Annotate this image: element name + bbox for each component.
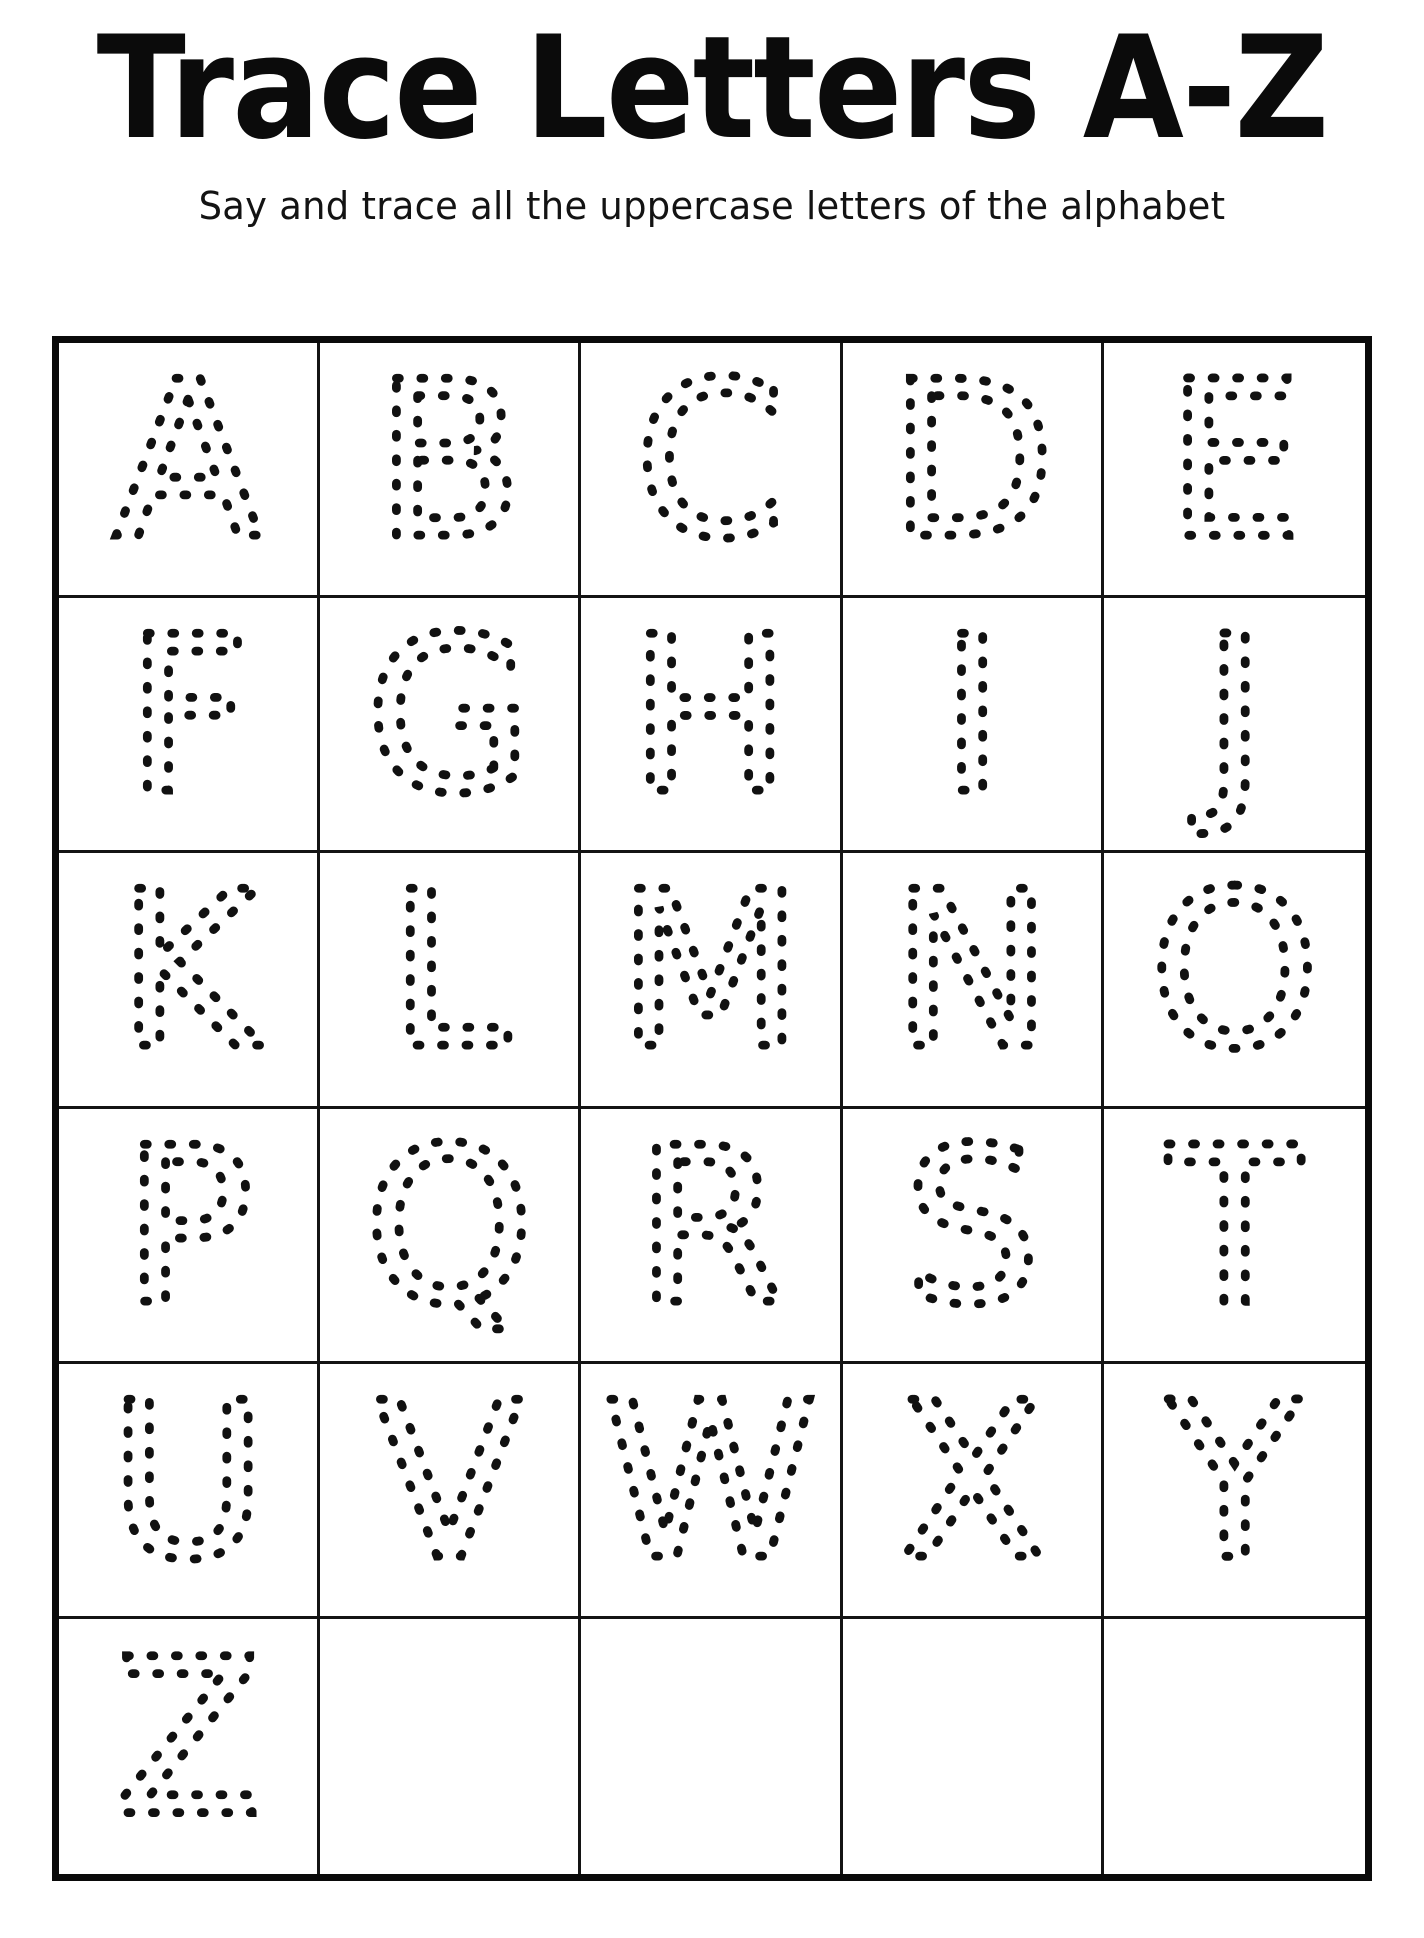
letter-glyph: C — [635, 343, 786, 587]
letter-glyph: O — [1149, 853, 1320, 1097]
letter-cell-k[interactable] — [59, 853, 320, 1108]
letter-glyph: L — [389, 853, 510, 1097]
traced-letter-g — [320, 598, 578, 850]
letter-glyph: M — [617, 853, 804, 1097]
traced-letter-r — [581, 1109, 839, 1361]
traced-letter-h — [581, 598, 839, 850]
letter-glyph: T — [1168, 1108, 1301, 1352]
traced-letter-l — [320, 853, 578, 1105]
traced-letter-f — [59, 598, 317, 850]
traced-letter-z — [59, 1619, 317, 1874]
letter-glyph: W — [604, 1363, 817, 1607]
letter-glyph: F — [126, 598, 250, 842]
traced-letter-d — [843, 343, 1101, 595]
letter-glyph: V — [375, 1363, 523, 1607]
traced-letter-n — [843, 853, 1101, 1105]
letter-glyph: X — [897, 1363, 1046, 1607]
letter-cell-d[interactable] — [843, 343, 1104, 598]
traced-letter-s — [843, 1109, 1101, 1361]
letter-cell-r[interactable] — [581, 1109, 842, 1364]
letter-cell-j[interactable] — [1104, 598, 1365, 853]
traced-letter-y — [1104, 1364, 1365, 1616]
letter-grid-border — [52, 336, 1372, 1881]
traced-letter-o — [1104, 853, 1365, 1105]
page-subtitle: Say and trace all the uppercase letters of the alphabet — [198, 184, 1226, 228]
letter-cell-u[interactable] — [59, 1364, 320, 1619]
letter-glyph: S — [903, 1108, 1040, 1352]
traced-letter-i — [843, 598, 1101, 850]
letter-glyph: P — [123, 1108, 253, 1352]
letter-cell-blank-4[interactable] — [1104, 1619, 1365, 1874]
letter-glyph: R — [635, 1108, 786, 1352]
letter-glyph: Y — [1168, 1363, 1301, 1607]
letter-cell-a[interactable] — [59, 343, 320, 598]
letter-glyph: A — [114, 343, 262, 587]
letter-cell-w[interactable] — [581, 1364, 842, 1619]
letter-glyph: B — [375, 343, 524, 587]
letter-glyph: G — [365, 598, 533, 842]
letter-grid — [59, 343, 1365, 1874]
letter-glyph: J — [1202, 598, 1267, 842]
letter-cell-blank-2[interactable] — [581, 1619, 842, 1874]
letter-cell-blank-3[interactable] — [843, 1619, 1104, 1874]
traced-letter-t — [1104, 1109, 1365, 1361]
letter-cell-t[interactable] — [1104, 1109, 1365, 1364]
letter-cell-n[interactable] — [843, 853, 1104, 1108]
letter-glyph: D — [888, 343, 1055, 587]
letter-cell-e[interactable] — [1104, 343, 1365, 598]
letter-cell-o[interactable] — [1104, 853, 1365, 1108]
traced-letter-j — [1104, 598, 1365, 850]
letter-glyph: H — [629, 598, 792, 842]
letter-cell-i[interactable] — [843, 598, 1104, 853]
traced-letter-w — [581, 1364, 839, 1616]
traced-letter-c — [581, 343, 839, 595]
letter-cell-f[interactable] — [59, 598, 320, 853]
letter-cell-p[interactable] — [59, 1109, 320, 1364]
letter-glyph: U — [109, 1363, 267, 1607]
letter-cell-c[interactable] — [581, 343, 842, 598]
letter-cell-x[interactable] — [843, 1364, 1104, 1619]
letter-cell-l[interactable] — [320, 853, 581, 1108]
page-footer-space — [0, 1898, 1424, 1938]
letter-cell-m[interactable] — [581, 853, 842, 1108]
traced-letter-q — [320, 1109, 578, 1361]
traced-letter-k — [59, 853, 317, 1105]
letter-cell-s[interactable] — [843, 1109, 1104, 1364]
traced-letter-v — [320, 1364, 578, 1616]
letter-cell-q[interactable] — [320, 1109, 581, 1364]
letter-glyph: K — [117, 853, 259, 1097]
page-title: Trace Letters A-Z — [96, 6, 1328, 171]
letter-cell-b[interactable] — [320, 343, 581, 598]
traced-letter-b — [320, 343, 578, 595]
letter-cell-y[interactable] — [1104, 1364, 1365, 1619]
letter-cell-z[interactable] — [59, 1619, 320, 1874]
letter-glyph: I — [939, 598, 1004, 842]
worksheet-page — [0, 6, 1424, 1938]
letter-glyph: Q — [364, 1108, 534, 1352]
traced-letter-x — [843, 1364, 1101, 1616]
letter-glyph: Z — [114, 1618, 262, 1864]
traced-letter-p — [59, 1109, 317, 1361]
letter-glyph: E — [1166, 343, 1303, 587]
letter-cell-blank-1[interactable] — [320, 1619, 581, 1874]
traced-letter-m — [581, 853, 839, 1105]
letter-cell-v[interactable] — [320, 1364, 581, 1619]
letter-glyph: N — [891, 853, 1053, 1097]
letter-cell-h[interactable] — [581, 598, 842, 853]
traced-letter-e — [1104, 343, 1365, 595]
traced-letter-u — [59, 1364, 317, 1616]
traced-letter-a — [59, 343, 317, 595]
letter-cell-g[interactable] — [320, 598, 581, 853]
